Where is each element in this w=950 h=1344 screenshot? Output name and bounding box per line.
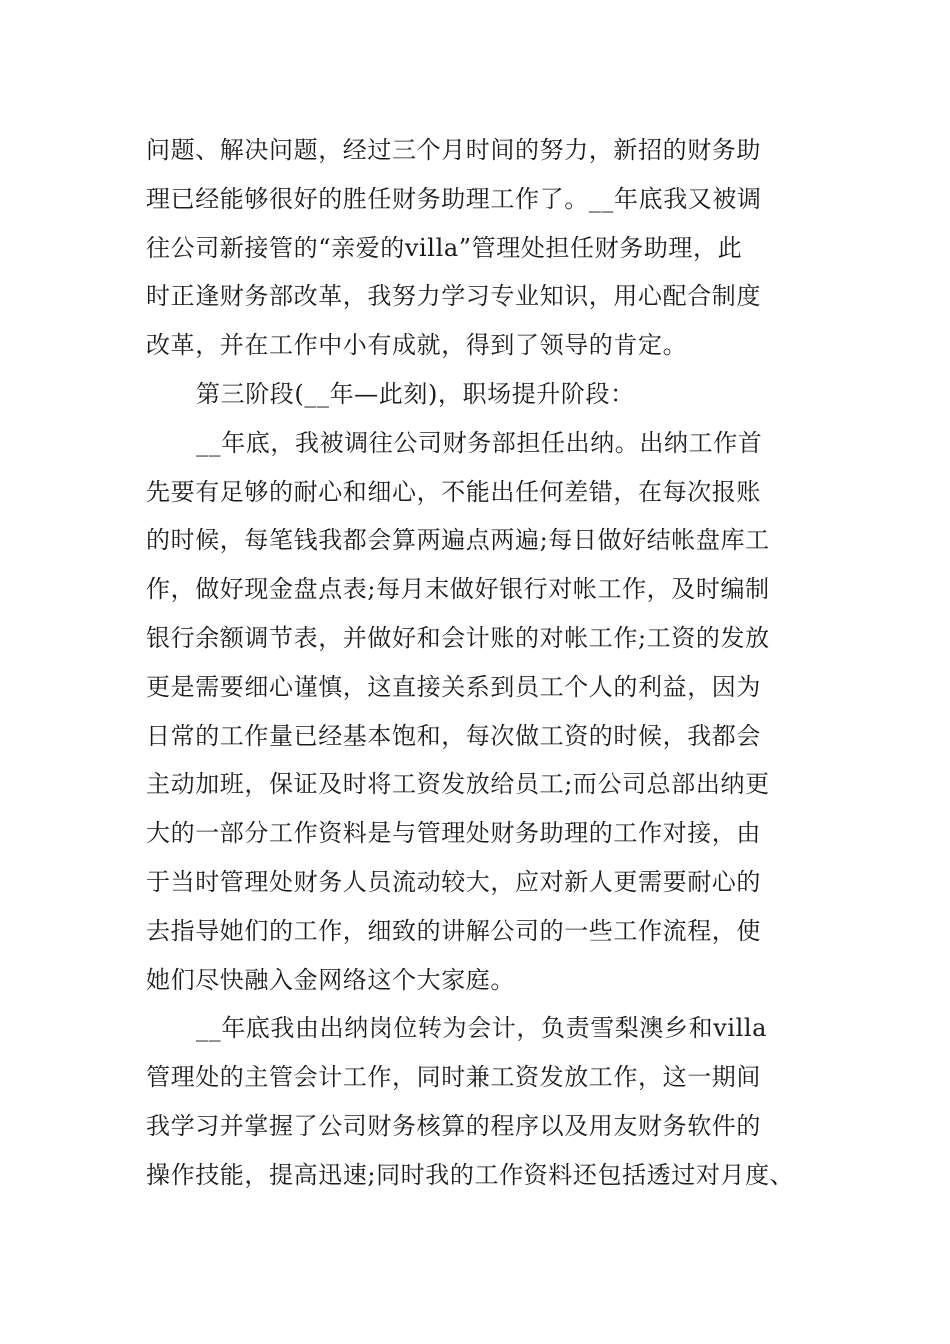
text-line: 日常的工作量已经基本饱和，每次做工资的时候，我都会 <box>146 721 761 750</box>
text-line: 第三阶段(__年—此刻)，职场提升阶段： <box>196 379 635 408</box>
text-line: 问题、解决问题，经过三个月时间的努力，新招的财务助 <box>146 136 761 164</box>
text-line: 主动加班，保证及时将工资发放给员工;而公司总部出纳更 <box>146 770 770 799</box>
text-line: 她们尽快融入金网络这个大家庭。 <box>146 965 515 994</box>
text-line: 的时候，每笔钱我都会算两遍点两遍;每日做好结帐盘库工 <box>146 526 770 555</box>
text-line: 去指导她们的工作，细致的讲解公司的一些工作流程，使 <box>146 916 761 945</box>
text-line: __年底我由出纳岗位转为会计，负责雪梨澳乡和villa <box>196 1014 768 1043</box>
text-line: 操作技能，提高迅速;同时我的工作资料还包括透过对月度、 <box>146 1160 795 1189</box>
text-line: __年底，我被调往公司财务部担任出纳。出纳工作首 <box>196 428 763 457</box>
text-line: 银行余额调节表，并做好和会计账的对帐工作;工资的发放 <box>146 623 770 652</box>
text-line: 时正逢财务部改革，我努力学习专业知识，用心配合制度 <box>146 282 761 311</box>
text-line: 大的一部分工作资料是与管理处财务助理的工作对接，由 <box>146 819 761 848</box>
text-line: 我学习并掌握了公司财务核算的程序以及用友财务软件的 <box>146 1111 761 1140</box>
text-line: 管理处的主管会计工作，同时兼工资发放工作，这一期间 <box>146 1063 761 1092</box>
text-line: 作，做好现金盘点表;每月末做好银行对帐工作，及时编制 <box>146 575 770 604</box>
text-line: 先要有足够的耐心和细心，不能出任何差错，在每次报账 <box>146 477 761 506</box>
text-line: 改革，并在工作中小有成就，得到了领导的肯定。 <box>146 331 688 360</box>
text-line: 更是需要细心谨慎，这直接关系到员工个人的利益，因为 <box>146 672 761 701</box>
text-line: 于当时管理处财务人员流动较大，应对新人更需要耐心的 <box>146 867 761 896</box>
document-body <box>146 126 806 1200</box>
text-line: 往公司新接管的“亲爱的villa”管理处担任财务助理，此 <box>146 233 743 262</box>
text-line: 理已经能够很好的胜任财务助理工作了。__年底我又被调 <box>146 184 762 213</box>
